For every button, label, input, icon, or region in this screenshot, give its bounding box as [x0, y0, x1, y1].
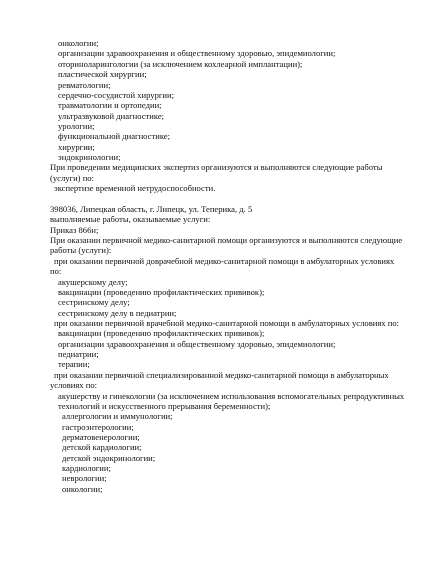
list-item: оториноларингологии (за исключением кохлеарной имплантации);	[58, 59, 303, 69]
list-item: аллергологии и иммунологии;	[62, 411, 173, 421]
list-item: ревматологии;	[58, 80, 111, 90]
section-heading-line: при оказании первичной специализированной медико-санитарной помощи в амбулаторных	[54, 370, 389, 380]
list-item: акушерскому делу;	[58, 277, 128, 287]
section-heading-line: условиях по:	[50, 380, 98, 390]
list-item: сердечно-сосудистой хирургии;	[58, 90, 175, 100]
list-item: функциональной диагностике;	[58, 131, 171, 141]
list-item: гастроэнтерологии;	[62, 422, 134, 432]
list-item: детской кардиологии;	[62, 442, 142, 452]
list-item: травматологии и ортопедии;	[58, 100, 162, 110]
list-item: неврологии;	[62, 473, 107, 483]
list-item: эндокринологии;	[58, 152, 121, 162]
list-item: вакцинации (проведению профилактических прививок);	[58, 328, 265, 338]
section-heading-line: при оказании первичной доврачебной медико-санитарной помощи в амбулаторных условиях	[54, 256, 395, 266]
address-line: 398036, Липецкая область, г. Липецк, ул. Теперика, д. 5	[50, 204, 253, 214]
list-item: технологий и искусственного прерывания беременности);	[58, 401, 271, 411]
list-item: кардиологии;	[62, 463, 111, 473]
list-item: детской эндокринологии;	[62, 453, 156, 463]
list-item: вакцинации (проведению профилактических прививок);	[58, 287, 265, 297]
paragraph-line: Приказ 866н;	[50, 225, 99, 235]
paragraph-line: (услуги) по:	[50, 173, 94, 183]
list-item: сестринскому делу в педиатрии;	[58, 308, 177, 318]
list-item: ультразвуковой диагностике;	[58, 111, 165, 121]
list-item: урологии;	[58, 121, 95, 131]
list-item: акушерству и гинекологии (за исключением использования вспомогательных репродуктивных	[58, 391, 405, 401]
list-item: хирургии;	[58, 142, 95, 152]
list-item: организации здравоохранения и общественному здоровью, эпидемиологии;	[58, 48, 336, 58]
paragraph-line: работы (услуги):	[50, 245, 112, 255]
paragraph-line: При оказании первичной медико-санитарной помощи организуются и выполняются следующие	[50, 235, 403, 245]
list-item: терапии;	[58, 359, 90, 369]
paragraph-line: выполняемые работы, оказываемые услуги:	[50, 214, 211, 224]
list-item: сестринскому делу;	[58, 297, 130, 307]
list-item: онкологии;	[58, 38, 99, 48]
list-item: пластической хирургии;	[58, 69, 147, 79]
list-item: экспертизе временной нетрудоспособности.	[54, 183, 216, 193]
section-heading-line: при оказании первичной врачебной медико-санитарной помощи в амбулаторных условиях по:	[54, 318, 400, 328]
section-heading-line: по:	[50, 266, 62, 276]
list-item: онкологии;	[62, 484, 103, 494]
list-item: дерматовенерологии;	[62, 432, 140, 442]
paragraph-line: При проведении медицинских экспертиз организуются и выполняются следующие работы	[50, 162, 383, 172]
list-item: организации здравоохранения и общественному здоровью, эпидемиологии;	[58, 339, 336, 349]
list-item: педиатрии;	[58, 349, 99, 359]
